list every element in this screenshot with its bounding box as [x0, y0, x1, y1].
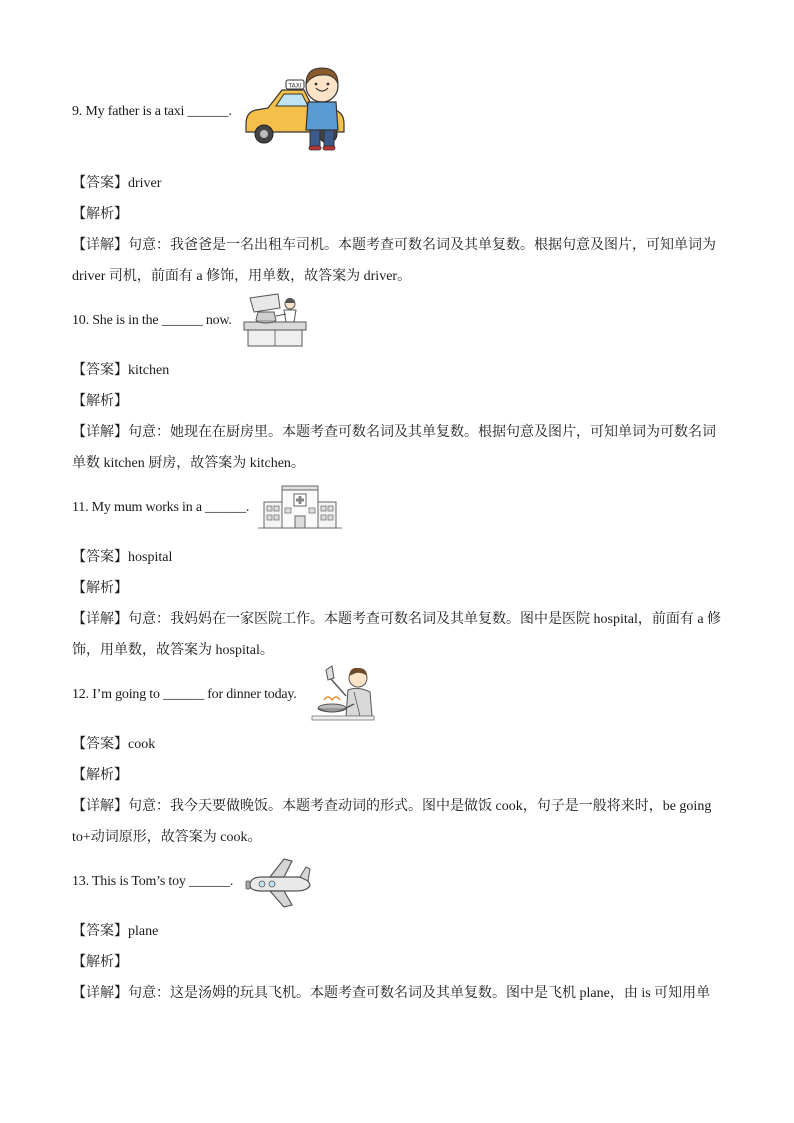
- question-12-detail-line2: to+动词原形，故答案为 cook。: [72, 830, 262, 845]
- detail-text: 句意：她现在在厨房里。本题考查可数名词及其单复数。根据句意及图片，可知单词为可数名词: [128, 425, 716, 440]
- question-9-analysis: [72, 203, 128, 223]
- detail-text: 句意：我爸爸是一名出租车司机。本题考查可数名词及其单复数。根据句意及图片，可知单词为: [128, 238, 716, 253]
- toy-plane-icon: [244, 855, 314, 911]
- question-9-detail-line2: driver 司机，前面有 a 修饰，用单数，故答案为 driver。: [72, 269, 412, 284]
- analysis-tag: 【解析】: [72, 767, 128, 783]
- question-9-answer: [72, 172, 161, 192]
- detail-tag: 【详解】: [72, 985, 128, 1001]
- question-12-prompt: 12. I’m going to ______ for dinner today.: [72, 687, 297, 702]
- cooking-icon: [310, 664, 376, 722]
- question-10-detail-line2: 单数 kitchen 厨房，故答案为 kitchen。: [72, 456, 305, 471]
- answer-tag: 【答案】: [72, 175, 128, 191]
- question-9-detail-line1: [72, 234, 716, 254]
- answer-value: plane: [128, 924, 159, 939]
- question-11-detail-line2: 饰，用单数，故答案为 hospital。: [72, 643, 274, 658]
- analysis-tag: 【解析】: [72, 954, 128, 970]
- detail-text: 句意：这是汤姆的玩具飞机。本题考查可数名词及其单复数。图中是飞机 plane，由 is 可知用单: [128, 986, 711, 1001]
- detail-tag: 【详解】: [72, 237, 128, 253]
- answer-tag: 【答案】: [72, 362, 128, 378]
- answer-value: driver: [128, 176, 162, 191]
- answer-tag: 【答案】: [72, 923, 128, 939]
- detail-tag: 【详解】: [72, 611, 128, 627]
- question-9-prompt: 9. My father is a taxi ______.: [72, 104, 232, 119]
- hospital-icon: [258, 484, 342, 530]
- taxi-sign-text: TAXI: [288, 82, 302, 90]
- detail-text: 句意：我今天要做晚饭。本题考查动词的形式。图中是做饭 cook，句子是一般将来时，be going: [128, 799, 712, 814]
- question-11-prompt: 11. My mum works in a ______.: [72, 500, 250, 515]
- answer-value: hospital: [128, 550, 173, 565]
- detail-tag: 【详解】: [72, 798, 128, 814]
- question-10-prompt: 10. She is in the ______ now.: [72, 313, 232, 328]
- question-13-analysis: [72, 951, 128, 971]
- question-11-analysis: [72, 577, 128, 597]
- answer-tag: 【答案】: [72, 549, 128, 565]
- question-10-analysis: [72, 390, 128, 410]
- taxi-driver-icon: [242, 66, 348, 152]
- detail-tag: 【详解】: [72, 424, 128, 440]
- analysis-tag: 【解析】: [72, 580, 128, 596]
- question-10-answer: [72, 359, 169, 379]
- question-10-detail-line1: [72, 421, 716, 441]
- question-12-detail-line1: [72, 795, 711, 815]
- answer-value: cook: [128, 737, 156, 752]
- question-13-detail-line1: [72, 982, 710, 1002]
- detail-text: 句意：我妈妈在一家医院工作。本题考查可数名词及其单复数。图中是医院 hospital，前面有 a 修: [128, 612, 722, 627]
- question-11-answer: [72, 546, 172, 566]
- question-11-detail-line1: [72, 608, 721, 628]
- analysis-tag: 【解析】: [72, 206, 128, 222]
- question-13-prompt: 13. This is Tom’s toy ______.: [72, 874, 234, 889]
- analysis-tag: 【解析】: [72, 393, 128, 409]
- kitchen-icon: [242, 292, 310, 348]
- answer-tag: 【答案】: [72, 736, 128, 752]
- question-13-answer: [72, 920, 158, 940]
- question-12-analysis: [72, 764, 128, 784]
- question-12-answer: [72, 733, 155, 753]
- answer-value: kitchen: [128, 363, 170, 378]
